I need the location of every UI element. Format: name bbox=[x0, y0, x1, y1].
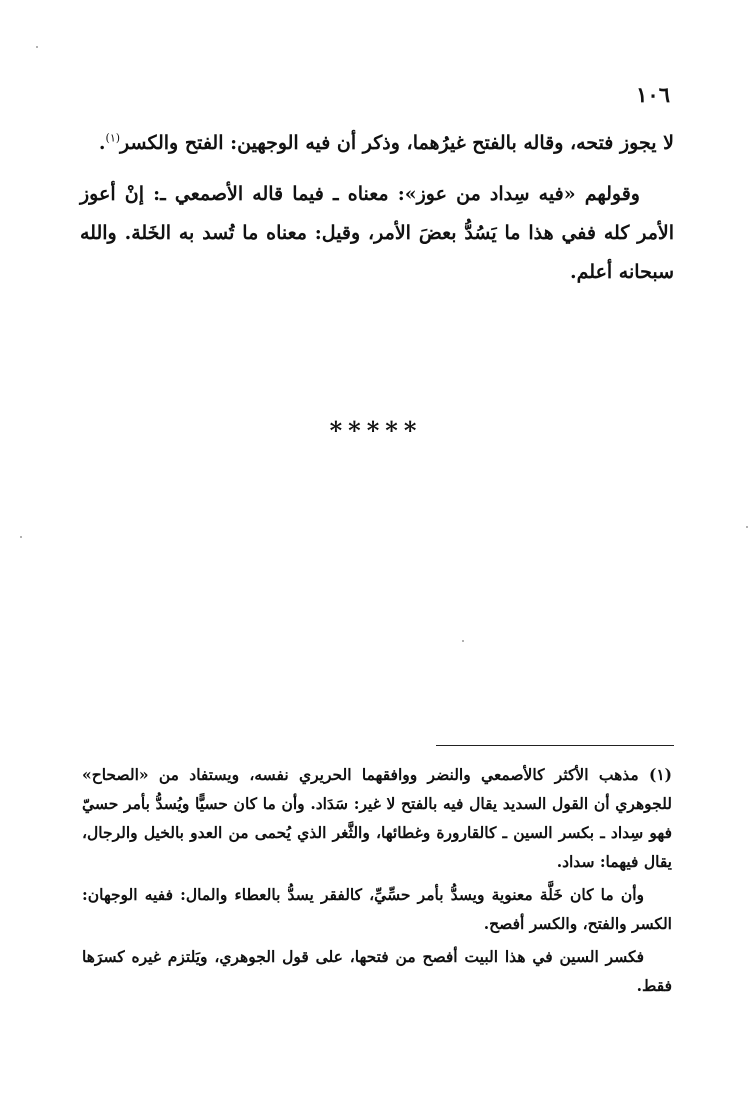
scan-speck bbox=[746, 526, 748, 528]
footnote-1-part-1: (١) مذهب الأكثر كالأصمعي والنضر ووافقهما الحريري نفسه، ويستفاد من «الصحاح» للجوهري أن القول السديد يقال فيه بالفتح لا غير: سَدَاد. وأن ما كان حسيًّا ويُسدُّ بأمر حسيّ فهو سِداد ـ بكسر السين ـ كالقارورة وغطائها، والثَّغر الذي يُحمى من العدو بالخيل والرجال، يقال فيهما: سداد. bbox=[82, 765, 672, 871]
footnote-1-part-2: وأن ما كان خَلَّة معنوية ويسدُّ بأمر حسِّيِّ، كالفقر يسدُّ بالعطاء والمال: ففيه الوجهان: الكسر والفتح، والكسر أفصح. bbox=[82, 885, 672, 933]
scan-speck bbox=[20, 536, 22, 538]
paragraph-1-text: لا يجوز فتحه، وقاله بالفتح غيرُهما، وذكر أن فيه الوجهين: الفتح والكسر bbox=[120, 132, 674, 154]
scan-speck bbox=[36, 46, 38, 48]
page-number: ١٠٦ bbox=[636, 82, 670, 107]
paragraph-2: وقولهم «فيه سِداد من عوز»: معناه ـ فيما قاله الأصمعي ـ: إنْ أعوز الأمر كله ففي هذا ما يَسُدُّ بعضَ الأمر، وقيل: معناه ما تُسد به الخَلة. والله سبحانه أعلم. bbox=[80, 183, 674, 283]
main-text bbox=[80, 124, 674, 292]
footnotes bbox=[82, 760, 672, 1000]
scan-speck bbox=[462, 640, 464, 642]
footnote-divider bbox=[436, 745, 674, 746]
section-separator: ***** bbox=[329, 416, 423, 445]
footnote-1-part-3: فكسر السين في هذا البيت أفصح من فتحها، على قول الجوهري، ويَلتزم غيره كسرَها فقط. bbox=[82, 947, 672, 995]
paragraph-1 bbox=[80, 124, 674, 163]
footnote-reference[interactable]: (١) bbox=[105, 131, 121, 145]
paragraph-1-end: . bbox=[98, 132, 106, 154]
